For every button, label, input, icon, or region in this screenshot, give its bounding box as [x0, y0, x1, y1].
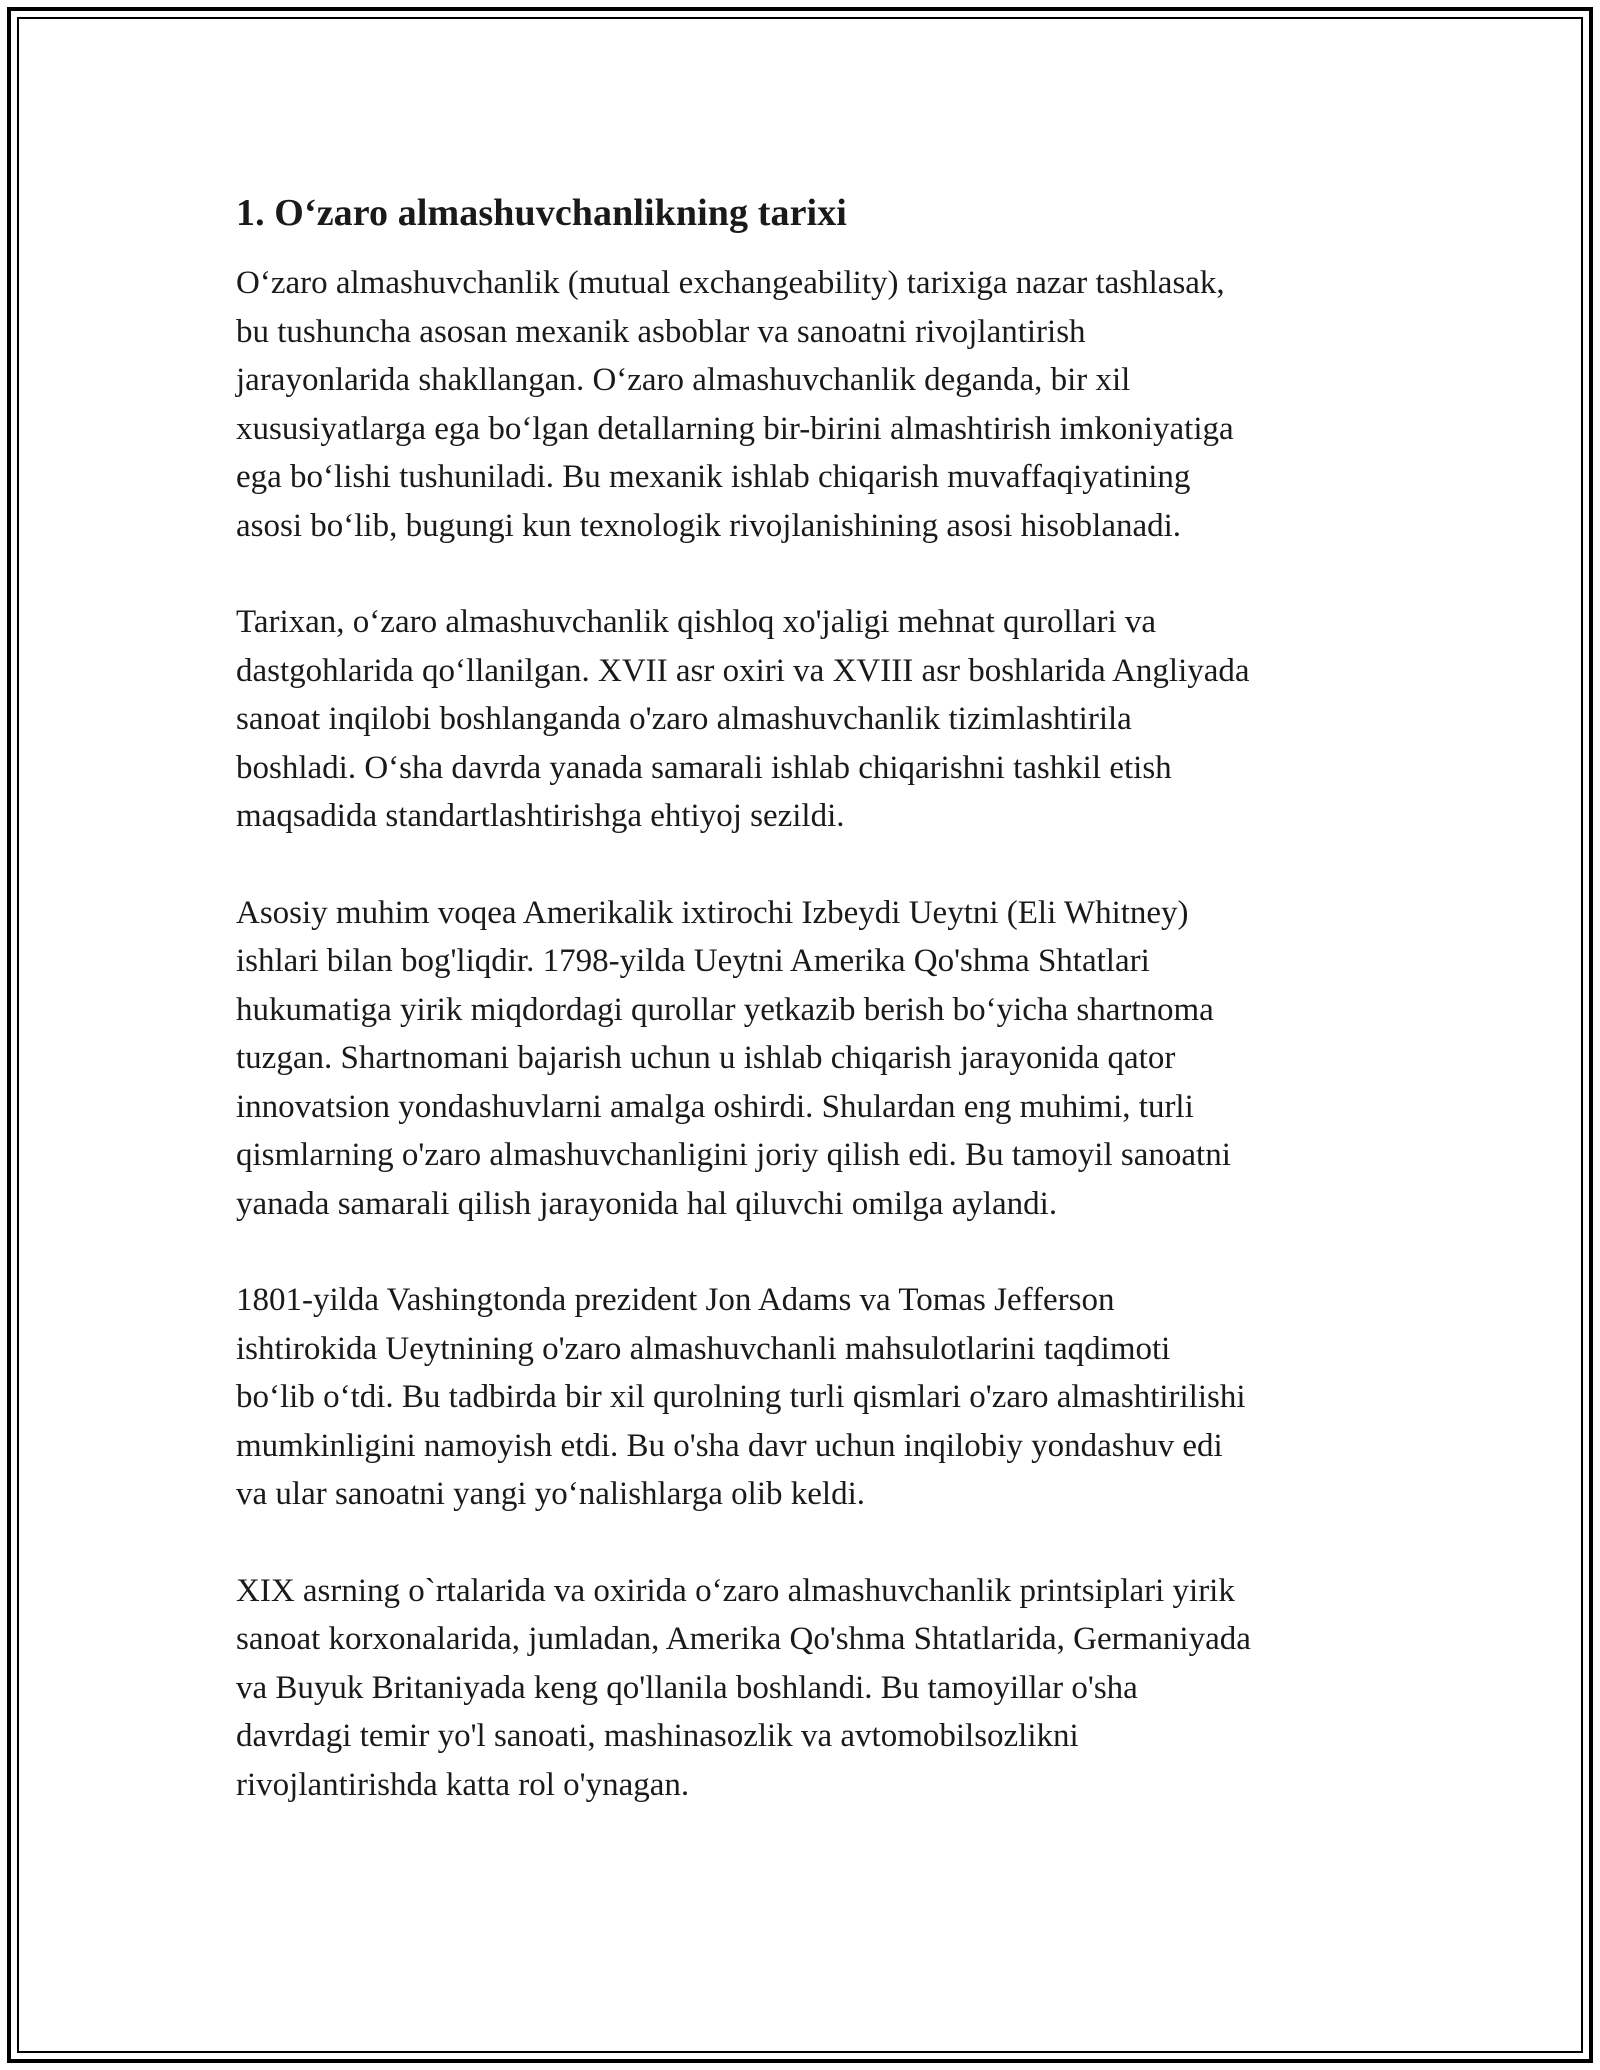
paragraph-line: ishlari bilan bog'liqdir. 1798-yilda Ueytni Amerika Qo'shma Shtatlari [236, 943, 1150, 979]
paragraph-2 [236, 598, 1376, 841]
paragraph-3 [236, 889, 1376, 1229]
paragraph-line: bu tushuncha asosan mexanik asboblar va sanoatni rivojlantirish [236, 313, 1086, 350]
section-heading: 1. O‘zaro almashuvchanlikning tarixi [236, 192, 847, 234]
paragraph-line: Tarixan, o‘zaro almashuvchanlik qishloq xo'jaligi mehnat qurollari va [236, 604, 1157, 640]
paragraph-line: va ular sanoatni yangi yo‘nalishlarga olib keldi. [236, 1476, 865, 1512]
paragraph-line: tuzgan. Shartnomani bajarish uchun u ishlab chiqarish jarayonida qator [236, 1040, 1176, 1076]
paragraph-4 [236, 1276, 1376, 1519]
paragraph-line: jarayonlarida shakllangan. O‘zaro almashuvchanlik deganda, bir xil [236, 362, 1131, 398]
paragraph-line: qismlarning o'zaro almashuvchanligini joriy qilish edi. Bu tamoyil sanoatni [236, 1137, 1231, 1173]
document-body [236, 185, 1376, 1857]
paragraph-line: boshladi. O‘sha davrda yanada samarali ishlab chiqarishni tashkil etish [236, 749, 1172, 786]
paragraph-line: xususiyatlarga ega bo‘lgan detallarning bir-birini almashtirish imkoniyatiga [236, 410, 1234, 447]
paragraph-line: yanada samarali qilish jarayonida hal qiluvchi omilga aylandi. [236, 1185, 1058, 1222]
paragraph-line: mumkinligini namoyish etdi. Bu o'sha davr uchun inqilobiy yondashuv edi [236, 1427, 1223, 1464]
paragraph-line: ega bo‘lishi tushuniladi. Bu mexanik ishlab chiqarish muvaffaqiyatining [236, 459, 1191, 495]
paragraph-line: maqsadida standartlashtirishga ehtiyoj sezildi. [236, 798, 845, 834]
paragraph-line: rivojlantirishda katta rol o'ynagan. [236, 1766, 690, 1803]
paragraph-line: hukumatiga yirik miqdordagi qurollar yetkazib berish bo‘yicha shartnoma [236, 991, 1214, 1028]
paragraph-line: asosi bo‘lib, bugungi kun texnologik rivojlanishining asosi hisoblanadi. [236, 507, 1182, 544]
paragraph-line: innovatsion yondashuvlarni amalga oshirdi. Shulardan eng muhimi, turli [236, 1088, 1194, 1125]
paragraph-line: bo‘lib o‘tdi. Bu tadbirda bir xil qurolning turli qismlari o'zaro almashtirilishi [236, 1379, 1246, 1415]
paragraph-1 [236, 259, 1376, 550]
paragraph-line: Asosiy muhim voqea Amerikalik ixtirochi Izbeydi Ueytni (Eli Whitney) [236, 894, 1189, 931]
paragraph-line: ishtirokida Ueytnining o'zaro almashuvchanli mahsulotlarini taqdimoti [236, 1330, 1171, 1367]
paragraph-line: davrdagi temir yo'l sanoati, mashinasozlik va avtomobilsozlikni [236, 1718, 1079, 1754]
paragraph-line: XIX asrning o`rtalarida va oxirida o‘zaro almashuvchanlik printsiplari yirik [236, 1572, 1235, 1609]
paragraph-line: 1801-yilda Vashingtonda prezident Jon Adams va Tomas Jefferson [236, 1282, 1115, 1318]
paragraph-line: dastgohlarida qo‘llanilgan. XVII asr oxiri va XVIII asr boshlarida Angliyada [236, 652, 1250, 689]
paragraph-line: sanoat inqilobi boshlanganda o'zaro almashuvchanlik tizimlashtirila [236, 701, 1132, 737]
paragraph-line: sanoat korxonalarida, jumladan, Amerika Qo'shma Shtatlarida, Germaniyada [236, 1621, 1251, 1657]
paragraph-line: va Buyuk Britaniyada keng qo'llanila boshlandi. Bu tamoyillar o'sha [236, 1669, 1138, 1706]
paragraph-line: O‘zaro almashuvchanlik (mutual exchangeability) tarixiga nazar tashlasak, [236, 265, 1225, 301]
paragraph-5 [236, 1567, 1376, 1810]
